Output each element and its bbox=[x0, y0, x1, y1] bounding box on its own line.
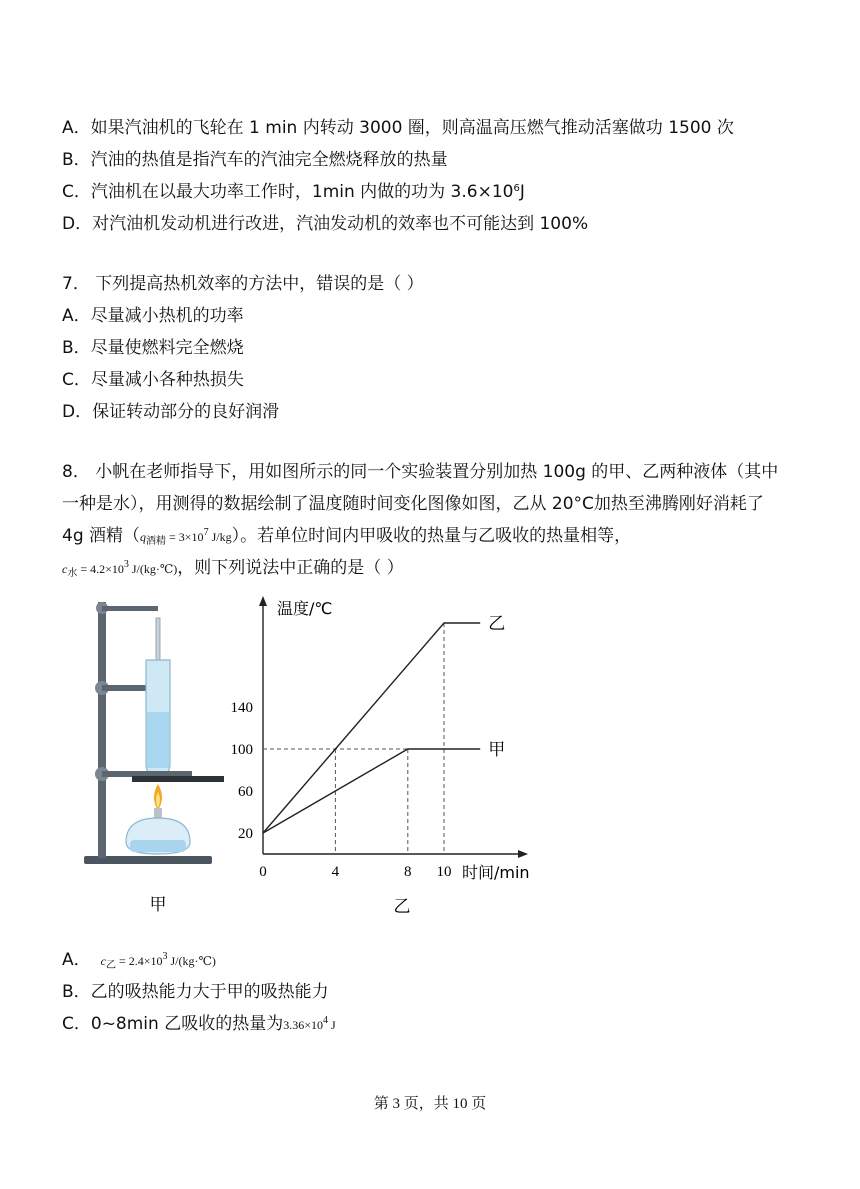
option-text: 汽油机在以最大功率工作时，1min 内做的功为 3.6×10 bbox=[90, 182, 514, 202]
q8-option-a bbox=[62, 948, 216, 973]
page-footer: 第 3 页，共 10 页 bbox=[373, 1096, 487, 1112]
y-axis-label: 温度/℃ bbox=[277, 599, 333, 618]
q8-option-b: B．乙的吸热能力大于甲的吸热能力 bbox=[62, 982, 329, 1002]
option-text: 对汽油机发动机进行改进，汽油发动机的效率也不可能达到 100% bbox=[92, 214, 589, 234]
series-line-jia bbox=[263, 749, 480, 833]
heat-amount-formula: $3.36\times 10^4$ J bbox=[283, 1015, 336, 1032]
specific-heat-water-formula: $c_水 = 4.2\times 10^3$ J/(kg·℃) bbox=[62, 559, 178, 579]
q7-option-b: B．尽量使燃料完全燃烧 bbox=[62, 338, 244, 358]
heat-value-formula: $q_{酒精} = 3\times 10^7$ J/kg bbox=[140, 527, 232, 547]
q8-option-c bbox=[62, 1012, 336, 1037]
x-tick-label: 8 bbox=[404, 864, 412, 880]
option-label: A． bbox=[62, 118, 91, 138]
stand-pole bbox=[98, 602, 106, 858]
y-tick-label: 20 bbox=[238, 826, 253, 842]
q6-option-b bbox=[62, 148, 448, 172]
series-label-yi: 乙 bbox=[488, 614, 506, 634]
figure-label-right: 乙 bbox=[393, 897, 411, 917]
option-label: D． bbox=[62, 214, 93, 234]
q8-stem-line4: $c_水 = 4.2\times 10^3$ J/(kg·℃)，则下列说法中正确的是（ ） bbox=[62, 558, 404, 579]
apparatus-figure bbox=[70, 592, 230, 922]
series-label-jia: 甲 bbox=[488, 740, 506, 760]
option-label: B． bbox=[62, 150, 91, 170]
y-tick-label: 100 bbox=[230, 742, 253, 758]
option-label: C． bbox=[62, 1014, 91, 1034]
y-tick-label: 140 bbox=[230, 700, 253, 716]
q7-option-d: D．保证转动部分的良好润滑 bbox=[62, 402, 280, 422]
y-axis-arrow bbox=[259, 596, 267, 606]
series-line-yi bbox=[263, 623, 480, 833]
y-tick-label: 60 bbox=[238, 784, 253, 800]
unit: J bbox=[519, 182, 525, 202]
temperature-time-chart bbox=[226, 590, 546, 920]
q6-option-c bbox=[62, 180, 525, 204]
exponent: 6 bbox=[513, 183, 520, 194]
q8-stem-line3: 4g 酒精（$q_{酒精} = 3\times 10^7$ J/kg）。若单位时间内甲吸收的热量与乙吸收的热量相等， bbox=[62, 526, 632, 547]
x-tick-label: 0 bbox=[259, 864, 267, 880]
wire-gauze bbox=[132, 776, 224, 782]
figure-label-left: 甲 bbox=[149, 895, 167, 915]
q7-option-c: C．尽量减小各种热损失 bbox=[62, 370, 244, 390]
specific-heat-yi-formula: $c_乙 = 2.4\times 10^3$ J/(kg·℃) bbox=[100, 951, 216, 971]
x-axis-label: 时间/min bbox=[462, 863, 530, 882]
x-tick-label: 4 bbox=[331, 864, 340, 880]
option-text: 汽油的热值是指汽车的汽油完全燃烧释放的热量 bbox=[90, 150, 448, 170]
x-axis-arrow bbox=[518, 850, 528, 858]
option-text: 如果汽油机的飞轮在 1 min 内转动 3000 圈，则高温高压燃气推动活塞做功 1500 次 bbox=[90, 118, 734, 138]
q6-option-a bbox=[62, 116, 734, 140]
q6-option-d bbox=[62, 212, 588, 236]
q7-option-a: A．尽量减小热机的功率 bbox=[62, 306, 244, 326]
option-label: C． bbox=[62, 182, 91, 202]
x-tick-label: 10 bbox=[436, 864, 452, 880]
option-text: 0~8min 乙吸收的热量为 bbox=[90, 1014, 284, 1034]
q7-stem: 7． 下列提高热机效率的方法中，错误的是（ ） bbox=[62, 274, 424, 294]
q8-stem-line2: 一种是水），用测得的数据绘制了温度随时间变化图像如图，乙从 20°C加热至沸腾刚好消耗了 bbox=[62, 494, 764, 514]
option-label: A． bbox=[62, 950, 91, 970]
q8-stem-line1: 8． 小帆在老师指导下，用如图所示的同一个实验装置分别加热 100g 的甲、乙两种液体（其中 bbox=[62, 462, 779, 482]
